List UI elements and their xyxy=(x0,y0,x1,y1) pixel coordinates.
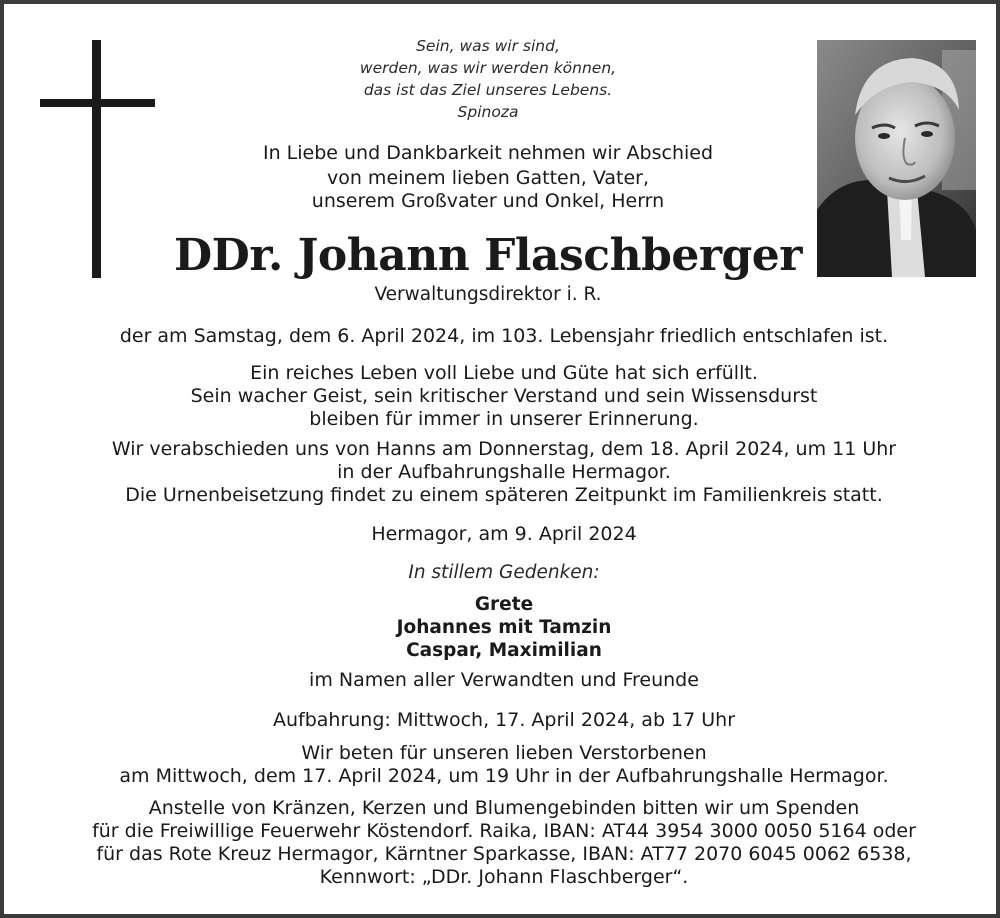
intro-line: In Liebe und Dankbarkeit nehmen wir Abschied xyxy=(262,142,714,164)
prayer-line: Wir beten für unseren lieben Verstorbenen xyxy=(301,742,707,764)
laying-out-info: Aufbahrung: Mittwoch, 17. April 2024, ab 17 Uhr xyxy=(272,709,736,731)
donation-line: für das Rote Kreuz Hermagor, Kärntner Sparkasse, IBAN: AT77 2070 6045 0062 6538, xyxy=(96,843,912,865)
deceased-name: DDr. Johann Flaschberger xyxy=(174,230,802,281)
mourner-name: Johannes mit Tamzin xyxy=(396,617,612,638)
donation-line: Kennwort: „DDr. Johann Flaschberger“. xyxy=(319,866,689,888)
prayer-line: am Mittwoch, dem 17. April 2024, um 19 Uhr in der Aufbahrungshalle Hermagor. xyxy=(119,765,889,787)
mourners-heading: In stillem Gedenken: xyxy=(408,562,600,583)
on-behalf-line: im Namen aller Verwandten und Freunde xyxy=(309,669,699,691)
death-notice: der am Samstag, dem 6. April 2024, im 103. Lebensjahr friedlich entschlafen ist. xyxy=(119,325,889,347)
tribute-line: bleiben für immer in unserer Erinnerung. xyxy=(309,408,699,430)
donation-line: für die Freiwillige Feuerwehr Köstendorf. Raika, IBAN: AT44 3954 3000 0050 5164 oder xyxy=(92,820,916,842)
quote-line: werden, was wir werden können, xyxy=(359,59,617,77)
tribute-line: Ein reiches Leben voll Liebe und Güte hat sich erfüllt. xyxy=(250,362,758,384)
mourner-name: Grete xyxy=(474,594,534,615)
intro-line: unserem Großvater und Onkel, Herrn xyxy=(311,190,665,212)
tribute-line: Sein wacher Geist, sein kritischer Verstand und sein Wissensdurst xyxy=(190,385,818,407)
farewell-line: in der Aufbahrungshalle Hermagor. xyxy=(337,461,671,483)
deceased-title: Verwaltungsdirektor i. R. xyxy=(374,284,602,305)
mourner-name: Caspar, Maximilian xyxy=(406,640,602,661)
farewell-line: Die Urnenbeisetzung findet zu einem späteren Zeitpunkt im Familienkreis statt. xyxy=(125,484,883,506)
farewell-line: Wir verabschieden uns von Hanns am Donnerstag, dem 18. April 2024, um 11 Uhr xyxy=(111,438,897,460)
intro-line: von meinem lieben Gatten, Vater, xyxy=(326,167,650,189)
quote-line: Sein, was wir sind, xyxy=(416,37,560,55)
quote-author: Spinoza xyxy=(457,103,519,121)
quote-line: das ist das Ziel unseres Lebens. xyxy=(363,81,613,99)
donation-line: Anstelle von Kränzen, Kerzen und Blumengebinden bitten wir um Spenden xyxy=(148,797,860,819)
place-date: Hermagor, am 9. April 2024 xyxy=(371,523,637,545)
